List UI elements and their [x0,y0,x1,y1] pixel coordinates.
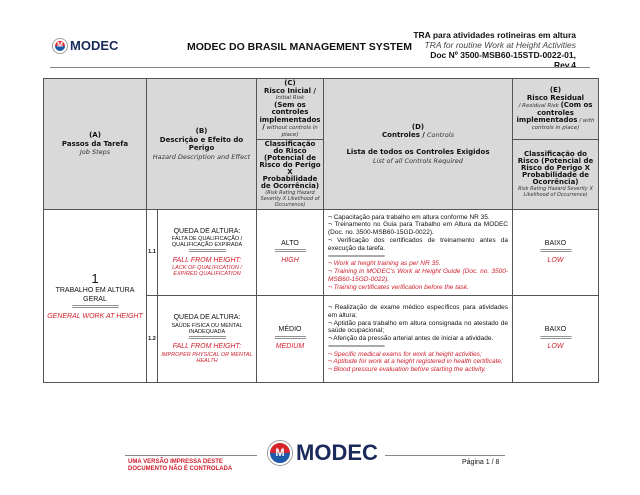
doc-title-en: TRA for routine Work at Height Activities [424,40,576,50]
header-job-steps: (A) Passos da Tarefa Job Steps [44,79,147,210]
doc-revision: Rev.4 [553,60,576,70]
initial-risk-cell: ALTO ========== HIGH [257,210,324,296]
header-controls: (D) Controles / Controls Lista de todos os Controles Exigidos List of all Controls Required [324,79,513,210]
footer-divider-left [125,455,257,456]
logo-text: MODEC [70,38,119,53]
residual-risk-cell: BAIXO ========== LOW [513,296,599,383]
modec-logo-icon: M [53,39,67,53]
system-title: MODEC DO BRASIL MANAGEMENT SYSTEM [187,41,412,53]
footer-divider-right [385,455,505,456]
header-residual-risk-rating: Classificação do Risco (Potencial de Risco do Perigo X Probabilidade de Ocorrência) Risk Rating Hazard Severity X Likelihood of Occurrence) [513,140,599,210]
doc-number: Doc Nº 3500-MSB60-15STD-0022-01, [430,50,576,60]
table-row [44,210,599,296]
uncontrolled-copy-warning: UMA VERSÃO IMPRESSA DESTE DOCUMENTO NÃO É CONTROLADA [128,459,233,472]
row-id: 1.2 [147,296,158,383]
initial-risk-cell: MÉDIO ========== MEDIUM [257,296,324,383]
footer-logo [268,440,378,466]
logo-text: MODEC [296,440,378,465]
header-residual-risk: (E) Risco Residual / Residual Risk (Com os controles implementados / with controls in place) [513,79,599,140]
job-step-cell: 1 TRABALHO EM ALTURA GERAL =============== GENERAL WORK AT HEIGHT [44,210,147,383]
header-initial-risk: (C) Risco Inicial / Initial Risk (Sem os controles implementados / without controls in place) [257,79,324,140]
risk-assessment-table [43,78,599,383]
header-divider [50,67,590,68]
page-number: Página 1 / 8 [462,459,500,466]
residual-risk-cell: BAIXO ========== LOW [513,210,599,296]
doc-title-pt: TRA para atividades rotineiras em altura [413,30,576,40]
hazard-cell: QUEDA DE ALTURA: SAÚDE FÍSICA OU MENTAL INADEQUADA ============ FALL FROM HEIGHT: IMPROPER PHYSICAL OR MENTAL HEALTH [158,296,257,383]
modec-logo-icon: M [268,441,292,465]
row-id: 1.1 [147,210,158,296]
header-hazard: (B) Descrição e Efeito do Perigo Hazard Description and Effect [147,79,257,210]
header-initial-risk-rating: Classificação do Risco (Potencial de Risco do Perigo X Probabilidade de Ocorrência) (Risk Rating Hazard Severity X Likelihood of Occurrence) [257,140,324,210]
document-info [413,30,576,70]
controls-cell: ¬ Realização de exame médico específicos para atividades em altura; ¬ Aptidão para trabalho em altura consignada no atestado de saúde ocupacional; ¬ Aferição da pressão arterial antes de iniciar a atividade. ==================== ¬ Specific medical exams for work at height activities; ¬ Aptitude for work at a height registered in health certificate; ¬ Blood pressure evaluation before starting the activity. [324,296,513,383]
controls-cell: ¬ Capacitação para trabalho em altura conforme NR 35. ¬ Treinamento no Guia para Trabalho em Altura da MODEC (Doc. no. 3500-MSB60-15GD-0022). ¬ Verificação dos certificados de treinamento antes da execução da tarefa. ==================== ¬ Work at height training as per NR 35. ¬ Training in MODEC's Work at Height Guide (Doc. no. 3500-MSB60-15GD-0022). ¬ Training certificates verification before the task. [324,210,513,296]
header-logo [53,38,118,53]
hazard-cell: QUEDA DE ALTURA: FALTA DE QUALIFICAÇÃO / QUALIFICAÇÃO EXPIRADA ============ FALL FROM HEIGHT: LACK OF QUALIFICATION / EXPIRED QUALIFICATION [158,210,257,296]
